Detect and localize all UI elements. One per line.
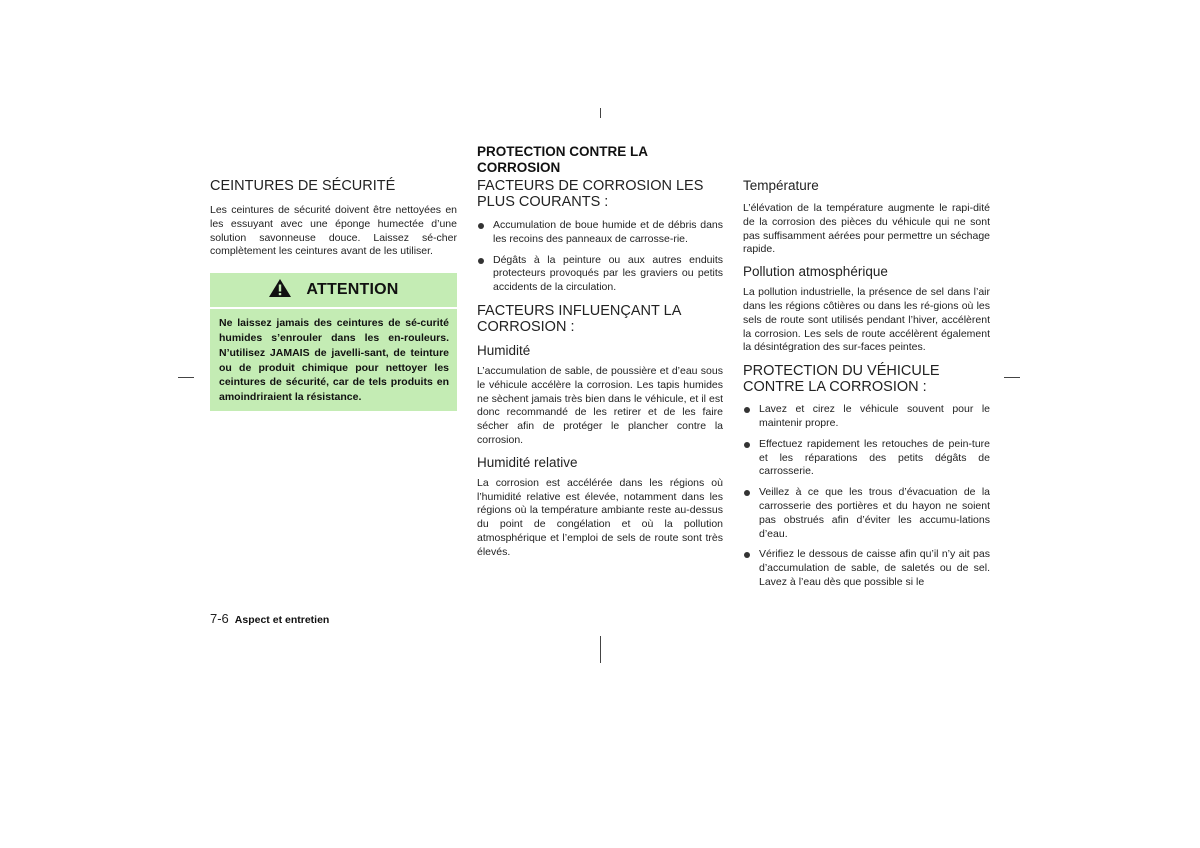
influencing-factors-heading-line1: FACTEURS INFLUENÇANT LA: [477, 302, 682, 319]
list-item: [477, 219, 723, 247]
pollution-text: La pollution industrielle, la présence de sel dans l’air dans les régions côtières ou dans les ré-gions où les sels de route sont utilisés pendant l’hiver, accélèrent la corrosion. Les sels de route accélèrent également la désintégration des sur-faces peintes.: [743, 286, 990, 354]
list-item-text: Veillez à ce que les trous d’évacuation de la carrosserie des portières et du hayon ne soient pas obstrués afin d’éviter les accumu-lations d’eau.: [759, 486, 990, 540]
corrosion-title-line2: CORROSION: [477, 160, 561, 175]
list-item-text: Accumulation de boue humide et de débris dans les recoins des panneaux de carrosse-rie.: [493, 219, 723, 245]
protection-heading-line1: PROTECTION DU VÉHICULE: [743, 363, 940, 380]
seatbelts-text: Les ceintures de sécurité doivent être nettoyées en les essuyant avec une éponge humectée d’une solution savonneuse douce. Laissez sé-cher complètement les ceintures avant de les utiliser.: [210, 204, 457, 258]
humidity-heading: Humidité: [477, 342, 531, 358]
protection-list: [743, 403, 990, 590]
relative-humidity-heading: Humidité relative: [477, 454, 578, 470]
protection-heading-line2: CONTRE LA CORROSION :: [743, 379, 927, 396]
attention-text: Ne laissez jamais des ceintures de sé-curité humides s’enrouler dans les en-rouleurs. N’utilisez JAMAIS de javelli-sant, de teinture ou de produit chimique pour nettoyer les ceintures de sécurité, car de tels produits en amoindriraient la résistance.: [210, 309, 457, 411]
influencing-factors-heading: [477, 303, 723, 335]
list-item: [743, 486, 990, 541]
common-factors-heading: [477, 178, 723, 210]
bullet-icon: [478, 258, 484, 264]
page-number: 7-6: [210, 611, 229, 626]
relative-humidity-text: La corrosion est accélérée dans les régions où l’humidité relative est élevée, notamment dans les régions où la température ambiante reste au-dessus du point de congélation et où la pollution atmosphérique et l’emploi de sels de route sont très élevés.: [477, 476, 723, 558]
list-item-text: Lavez et cirez le véhicule souvent pour le maintenir propre.: [759, 403, 990, 429]
common-factors-heading-line1: FACTEURS DE CORROSION LES: [477, 178, 704, 194]
list-item: [743, 403, 990, 431]
protection-heading: [743, 363, 990, 395]
list-item-text: Effectuez rapidement les retouches de pein-ture et les réparations des petits dégâts de carrosserie.: [759, 437, 990, 478]
left-column: [210, 178, 457, 411]
right-column: [743, 178, 990, 590]
common-factors-list: [477, 219, 723, 295]
left-crop-mark: [178, 377, 194, 378]
influencing-factors-heading-line2: CORROSION :: [477, 318, 575, 335]
right-crop-mark: [1004, 377, 1020, 378]
section-name: Aspect et entretien: [234, 614, 330, 626]
bullet-icon: [744, 407, 750, 413]
bullet-icon: [744, 442, 750, 448]
temperature-text: L’élévation de la température augmente le rapi-dité de la corrosion des pièces du véhicule qui ne sont pas suffisamment aérées pour permettre un séchage rapide.: [743, 202, 990, 256]
warning-triangle-icon: [268, 278, 292, 303]
attention-title: ATTENTION: [306, 281, 399, 299]
bullet-icon: [478, 223, 484, 229]
page-footer: [210, 611, 329, 626]
list-item: [743, 548, 990, 589]
top-crop-mark: [600, 108, 601, 118]
seatbelts-heading: CEINTURES DE SÉCURITÉ: [210, 178, 396, 194]
list-item: [743, 438, 990, 479]
bullet-icon: [744, 552, 750, 558]
temperature-heading: Température: [743, 178, 819, 193]
common-factors-heading-line2: PLUS COURANTS :: [477, 194, 609, 210]
bullet-icon: [744, 490, 750, 496]
bottom-crop-mark: [600, 636, 601, 663]
humidity-text: L’accumulation de sable, de poussière et d’eau sous le véhicule accélère la corrosion. Les tapis humides ne sèchent jamais très bien dans le véhicule, et il est donc recommandé de les retirer et de les faire sécher afin de protéger le plancher contre la corrosion.: [477, 364, 723, 446]
corrosion-title-line1: PROTECTION CONTRE LA: [477, 144, 648, 159]
corrosion-title: [477, 144, 723, 176]
pollution-heading: Pollution atmosphérique: [743, 264, 888, 280]
middle-column: [477, 144, 723, 560]
attention-header: [210, 273, 457, 307]
list-item-text: Dégâts à la peinture ou aux autres enduits protecteurs provoqués par les graviers ou petits accidents de la circulation.: [493, 253, 723, 294]
list-item: [477, 254, 723, 295]
list-item-text: Vérifiez le dessous de caisse afin qu’il n’y ait pas d’accumulation de sable, de saletés ou de sel. Lavez à l’eau dès que possible si le: [759, 548, 990, 588]
